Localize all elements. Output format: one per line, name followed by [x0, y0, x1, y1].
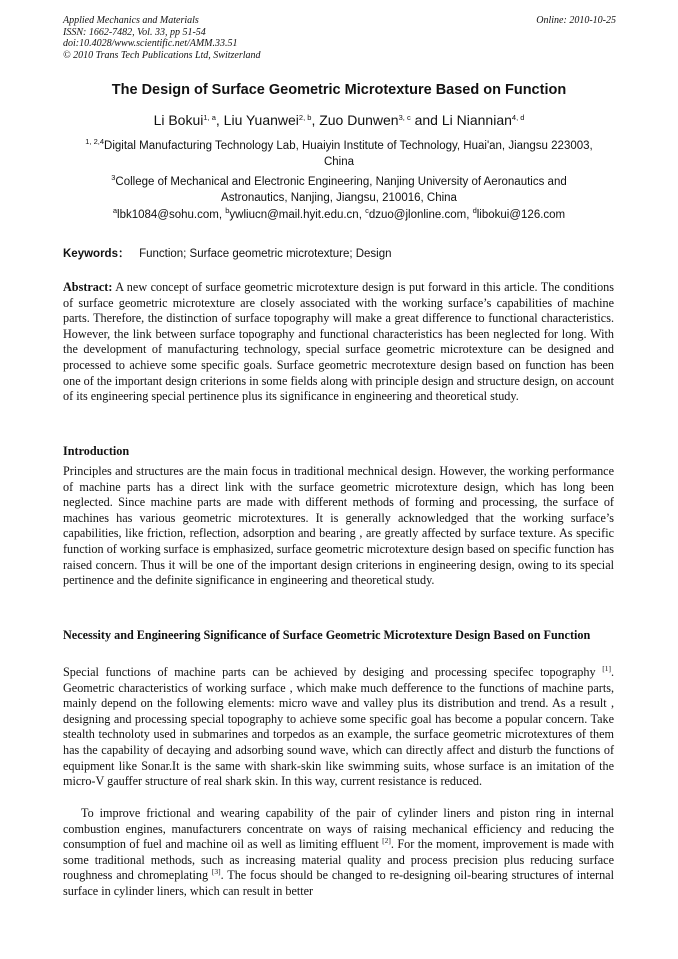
email-link[interactable]: lbk1084@sohu.com: [117, 209, 219, 221]
section-heading-introduction: Introduction: [63, 444, 130, 458]
keywords-label: Keywords：: [63, 248, 130, 260]
author-sup: 1, a: [203, 113, 216, 122]
abstract-paragraph: [63, 280, 614, 405]
journal-copyright: © 2010 Trans Tech Publications Ltd, Switzerland: [63, 49, 261, 61]
abstract-label: Abstract:: [63, 280, 113, 294]
keywords-line: [63, 245, 392, 261]
author-sup: 4, d: [511, 113, 525, 122]
author-list: Li Bokui$^{1, a}$, Liu Yuanwei$^{2, b}$, Zuo Dunwen$^{3, c}$ and Li Niannian$^{4, d}$: [153, 112, 525, 128]
journal-doi[interactable]: doi:10.4028/www.scientific.net/AMM.33.51: [63, 38, 238, 49]
introduction-paragraph: Principles and structures are the main focus in traditional mechnical design. However, the working performance of machine parts has a direct link with the surface geometric microtexture design, which has long been neglected. Since machine parts are made with different methods of forming and processing, the surface of machines has various geometric microtextures. It is generally acknowledged that the working surface’s capabilities, like friction, reflection, adsorption and bearing , are greatly affected by surface texture. As specific function of working surface is emphasized, surface geometric microtexture design based on specific function has raised concern. Thus it will be one of the important design criterions in engineering design, owing to its special pertinence and the definite significance in engineering and theoretical study.: [63, 464, 614, 588]
paper-title: The Design of Surface Geometric Microtexture Based on Function: [111, 82, 567, 98]
journal-header: [63, 15, 261, 61]
email-link[interactable]: ywliucn@mail.hyit.edu.cn: [229, 209, 359, 221]
email-link[interactable]: dzuo@jlonline.com: [368, 209, 467, 221]
citation-ref[interactable]: [2]: [382, 836, 391, 846]
necessity-paragraph-2: To improve frictional and wearing capability of the pair of cylinder liners and piston ring in internal combustion engines, manufacturers concentrate on ways of raising mechanical efficiency and reducing the consumption of fuel and machine oil as well as limiting effluent [2]. For the moment, improvement is made with some traditional methods, such as increasing material quality and process precision plus reducing surface roughness and chromeplating [3]. The focus should be changed to re-designing oil-bearing structures of internal surface in cylinder liners, which can result in better: [63, 806, 615, 898]
citation-ref[interactable]: [3]: [211, 867, 221, 877]
author-name: Li Bokui: [153, 112, 204, 128]
author-sup: 2, b: [298, 113, 312, 122]
author-name: Li Niannian: [441, 112, 512, 128]
affiliation-2: $^3$College of Mechanical and Electronic Engineering, Nanjing University of Aeronautics and Astronautics, Nanjing, Jiangsu, 210016, China: [111, 173, 567, 204]
author-name: Zuo Dunwen: [319, 112, 399, 128]
affiliation-1: $^{1, 2,4}$Digital Manufacturing Technology Lab, Huaiyin Institute of Technology, Huai'an, Jiangsu 223003, China: [85, 137, 593, 168]
author-emails: $^a$lbk1084@sohu.com, $^b$ywliucn@mail.hyit.edu.cn, $^c$dzuo@jlonline.com, $^d$libokui@126.com: [112, 206, 566, 221]
abstract-text: A new concept of surface geometric microtexture design is put forward in this article. The conditions of surface geometric microtexture are closely associated with the working surface’s capabilities of machine parts. Therefore, the distinction of surface topography will make a great difference to functional characteristics. However, the link between surface topography and functional characteristics has been neglected for long. With the development of manufacturing technology, special surface geometric microtexture can be designed and processed to achieve some specific goals. Surface geometric mecrotexture design based on function has been one of the important design criterions in some fields along with principle design and structure design, on account of its engineering special pertinence plus its significance in engineering and theoretical study.: [63, 280, 615, 404]
author-sup: 3, c: [398, 113, 411, 122]
citation-ref[interactable]: [1]: [602, 664, 611, 673]
email-link[interactable]: libokui@126.com: [476, 209, 566, 221]
keywords-text: Function; Surface geometric microtexture; Design: [139, 248, 392, 260]
necessity-paragraph-1: Special functions of machine parts can be achieved by desiging and processing specifec topography [1]. Geometric characteristics of working surface , which make much defference to the functions of machine parts, mainly depend on the following elements: micro wave and valley plus its distribution and trend. As a result , designing and processing special topography to achieve some specific goal has become a popular concern. Take stealth technoloty used in submarines and torpedos as an example, the surface geometric microtextures of them has the capability of decaying and adsorbing sound wave, which can directly affect and disturb the functions of equipment like Sonar.It is the same with shark-skin like swimming suits, whose surface is an imitation of the micro-V gauffer structure of real shark skin. In this way, current resistance is reduced.: [63, 664, 614, 789]
section-heading-necessity: Necessity and Engineering Significance of Surface Geometric Microtexture Design Based on Function: [63, 628, 591, 642]
online-date: Online: 2010-10-25: [536, 15, 616, 26]
journal-issn: ISSN: 1662-7482, Vol. 33, pp 51-54: [63, 26, 206, 38]
author-name: Liu Yuanwei: [223, 112, 299, 128]
journal-name: Applied Mechanics and Materials: [63, 15, 199, 26]
